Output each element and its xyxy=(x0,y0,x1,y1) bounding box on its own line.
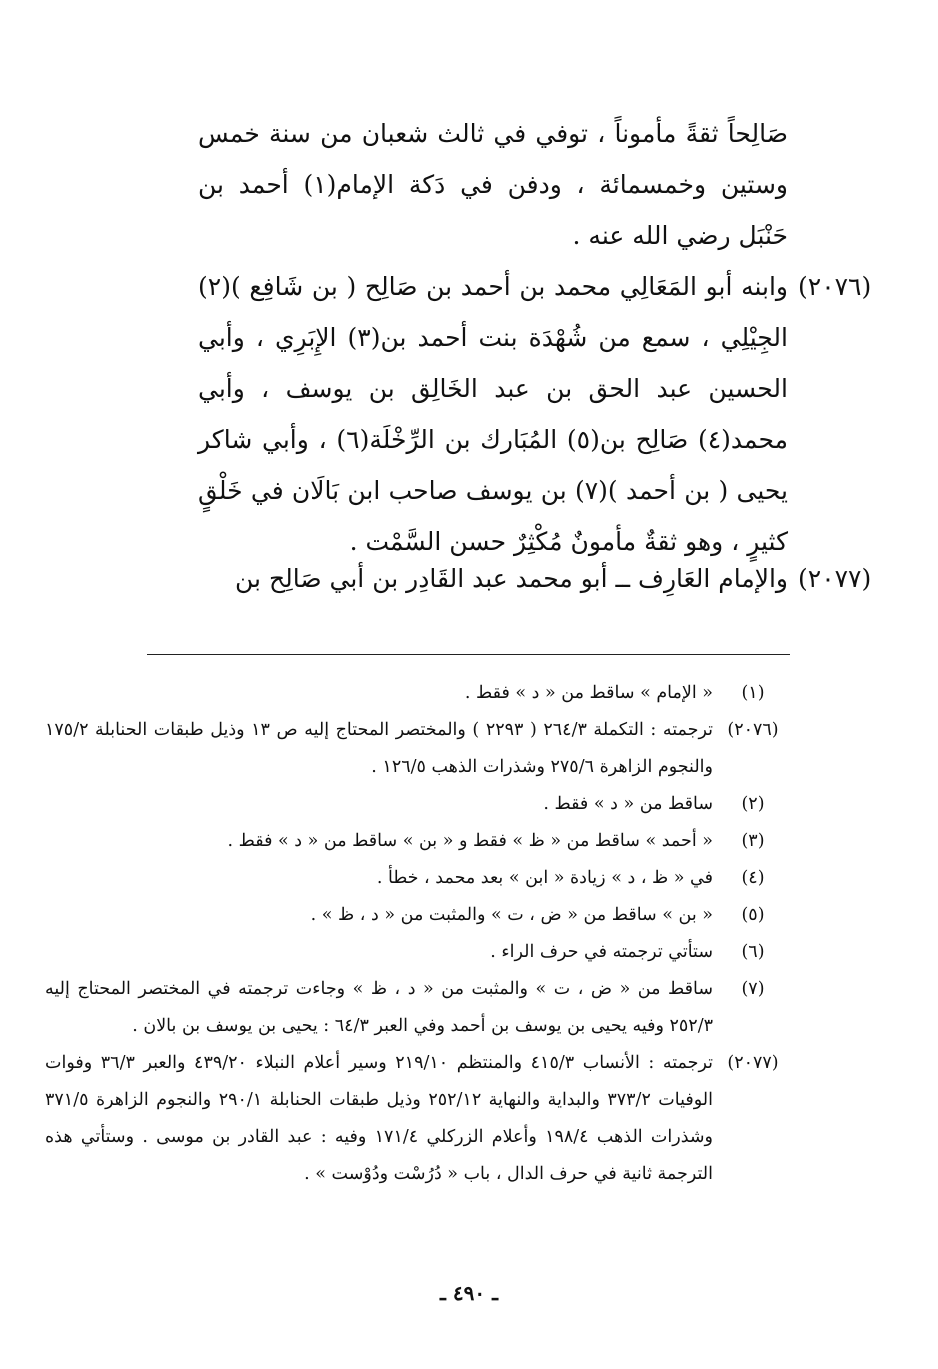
footnote xyxy=(45,712,790,786)
footnotes xyxy=(45,675,790,1193)
paragraph-text: صَالِحاً ثقةً مأموناً ، توفي في ثالث شعبان من سنة خمس وستين وخمسمائة ، ودفن في دَكة الإمام(١) أحمد بن حَنْبَل رضي الله عنه . xyxy=(198,119,788,250)
entry-2077 xyxy=(198,553,872,604)
footnote xyxy=(45,860,790,897)
footnote-number: (٢٠٧٧) xyxy=(727,1053,779,1073)
footnote-divider xyxy=(147,654,790,655)
footnote-number: (٧) xyxy=(741,979,765,999)
entry-text: وابنه أبو المَعَالِي محمد بن أحمد بن صَالِح ( بن شَافِع )(٢) الجِيْلِي ، سمع من شُهْدَة بنت أحمد بن(٣) الإِبَرِي ، وأبي الحسين عبد الحق بن عبد الخَالِق بن يوسف ، وأبي محمد(٤) صَالِح بن(٥) المُبَارك بن الرِّخْلَة(٦) ، وأبي شاكر يحيى ( بن أحمد )(٧) بن يوسف صاحب ابن بَالَان في خَلْقٍ كثيرٍ ، وهو ثقةٌ مأمونٌ مُكْثِرٌ حسن السَّمْت . xyxy=(198,272,788,556)
entry-number: (٢٠٧٦) xyxy=(798,272,872,301)
footnote xyxy=(45,786,790,823)
entry-2076 xyxy=(198,261,872,567)
footnote-text: ترجمته : التكملة ٢٦٤/٣ ( ٢٢٩٣ ) والمختصر المحتاج إليه ص ١٣ وذيل طبقات الحنابلة ١٧٥/٢ والنجوم الزاهرة ٢٧٥/٦ وشذرات الذهب ١٢٦/٥ . xyxy=(45,720,714,777)
entry-number: (٢٠٧٧) xyxy=(798,564,872,593)
footnote-text: ساقط من « ض ، ت » والمثبت من « د ، ظ » وجاءت ترجمته في المختصر المحتاج إليه ٢٥٢/٣ وفيه يحيى بن يوسف بن أحمد وفي العبر ٦٤/٣ : يحيى بن يوسف بن بالان . xyxy=(45,979,713,1036)
footnote xyxy=(45,675,790,712)
footnote-text: ستأتي ترجمته في حرف الراء . xyxy=(490,942,713,962)
footnote xyxy=(45,1045,790,1193)
top-paragraph xyxy=(198,108,788,261)
footnote-number: (٣) xyxy=(741,831,765,851)
footnote-text: « بن » ساقط من « ض ، ت » والمثبت من « د ، ظ » . xyxy=(310,905,713,925)
footnote-number: (٦) xyxy=(741,942,765,962)
entry-text: والإمام العَارِف ــ أبو محمد عبد القَادِر بن أبي صَالِح بن xyxy=(235,564,788,593)
footnote-number: (٢٠٧٦) xyxy=(727,720,779,740)
footnote-text: ساقط من « د » فقط . xyxy=(543,794,713,814)
footnote-number: (٤) xyxy=(741,868,765,888)
footnote xyxy=(45,971,790,1045)
page-number: ـ ٤٩٠ ـ xyxy=(440,1281,498,1305)
footnote xyxy=(45,823,790,860)
footnote xyxy=(45,897,790,934)
footnote-text: في « ظ ، د » زيادة « ابن » بعد محمد ، خطأ . xyxy=(376,868,713,888)
footnote-number: (٢) xyxy=(741,794,765,814)
footnote-number: (١) xyxy=(741,683,765,703)
footnote-text: « أحمد » ساقط من « ظ » فقط و « بن » ساقط من « د » فقط . xyxy=(227,831,713,851)
footnote-number: (٥) xyxy=(741,905,765,925)
footnote-text: « الإمام » ساقط من « د » فقط . xyxy=(464,683,713,703)
footnote xyxy=(45,934,790,971)
footnote-text: ترجمته : الأنساب ٤١٥/٣ والمنتظم ٢١٩/١٠ وسير أعلام النبلاء ٤٣٩/٢٠ والعبر ٣٦/٣ وفوات الوفيات ٣٧٣/٢ والبداية والنهاية ٢٥٢/١٢ وذيل طبقات الحنابلة ٢٩٠/١ والنجوم الزاهرة ٣٧١/٥ وشذرات الذهب ١٩٨/٤ وأعلام الزركلي ١٧١/٤ وفيه : عبد القادر بن موسى . وستأتي هذه الترجمة ثانية في حرف الدال ، باب « دُرُسْت ودُوْست » . xyxy=(45,1053,714,1184)
